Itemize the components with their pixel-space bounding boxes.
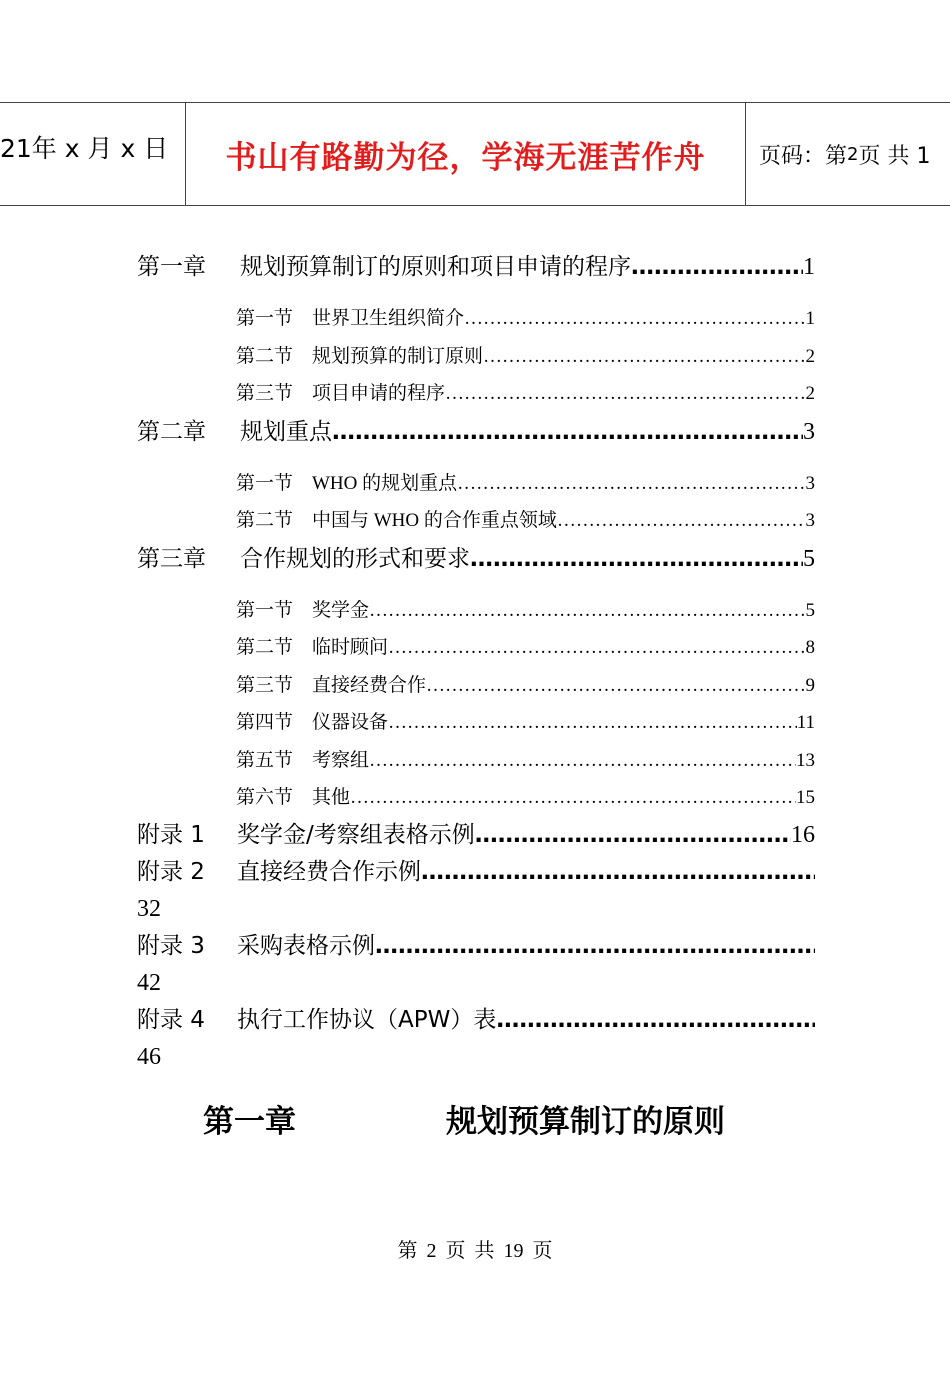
section-number: 第四节 [236, 712, 294, 733]
date-text: 21年 x 月 x 日 [0, 134, 169, 163]
page-number: 42 [137, 969, 161, 996]
page-number: 2 [805, 345, 815, 367]
appendix-number: 附录 4 [137, 1006, 205, 1033]
leader-dots [457, 465, 805, 503]
page-number: 15 [796, 787, 815, 808]
toc-chapter-1[interactable] [137, 248, 815, 286]
page-number: 32 [137, 895, 161, 922]
appendix-number: 附录 2 [137, 858, 205, 885]
leader-dots [332, 413, 803, 451]
section-number: 第三节 [236, 674, 294, 696]
chapter-title: 规划预算制订的原则和项目申请的程序 [240, 254, 631, 280]
section-number: 第三节 [236, 383, 294, 404]
leader-dots [388, 629, 805, 667]
section-title: 临时顾问 [312, 637, 389, 658]
appendix-title: 采购表格示例 [237, 932, 375, 959]
page-number: 16 [791, 821, 815, 848]
toc-section[interactable] [137, 338, 815, 376]
chapter-number: 第三章 [137, 545, 206, 572]
page-number: 3 [805, 510, 815, 531]
header-date [0, 103, 185, 205]
page-number: 3 [803, 418, 815, 445]
table-of-contents [137, 248, 815, 1076]
leader-dots [496, 1002, 815, 1039]
leader-dots [483, 338, 805, 376]
leader-dots [470, 540, 803, 578]
toc-section[interactable] [137, 465, 815, 503]
section-number: 第二节 [236, 510, 294, 531]
section-title: 考察组 [312, 749, 370, 771]
leader-dots [369, 742, 796, 780]
toc-section[interactable] [137, 667, 815, 705]
leader-dots [464, 300, 805, 338]
section-title: 其他 [312, 787, 351, 808]
page-number: 2 [805, 383, 815, 404]
page-number: 1 [805, 308, 815, 329]
appendix-number: 附录 3 [137, 932, 205, 959]
toc-chapter-3[interactable] [137, 540, 815, 578]
section-title: 项目申请的程序 [312, 383, 446, 404]
page-number: 46 [137, 1043, 161, 1070]
leader-dots [475, 817, 791, 854]
chapter-number: 第二章 [137, 418, 206, 445]
motto: 书山有路勤为径，学海无涯苦作舟 [225, 139, 706, 176]
toc-section[interactable] [137, 704, 815, 742]
section-title: 奖学金 [312, 599, 370, 621]
page-number: 8 [805, 637, 815, 658]
section-title: 仪器设备 [312, 712, 389, 733]
header-motto-cell [185, 103, 746, 205]
page-number: 13 [796, 749, 815, 771]
section-number: 第一节 [236, 599, 294, 621]
toc-appendix-4[interactable] [137, 1002, 815, 1076]
heading-title: 规划预算制订的原则 [446, 1104, 725, 1140]
toc-section[interactable] [137, 629, 815, 667]
section-title: WHO 的规划重点 [312, 472, 458, 494]
section-title: 规划预算的制订原则 [312, 345, 484, 367]
section-title: 直接经费合作 [312, 674, 427, 696]
page-footer: 第 2 页 共 19 页 [397, 1240, 553, 1262]
leader-dots [421, 854, 815, 891]
toc-appendix-2[interactable] [137, 854, 815, 928]
page-suffix: 页 共 1 [858, 143, 931, 169]
toc-section[interactable] [137, 300, 815, 338]
section-title: 中国与 WHO 的合作重点领域 [312, 510, 557, 531]
chapter-number: 第一章 [137, 254, 206, 280]
toc-section[interactable] [137, 779, 815, 817]
leader-dots [426, 667, 805, 705]
chapter-title: 合作规划的形式和要求 [240, 545, 470, 572]
leader-dots [369, 592, 805, 630]
section-number: 第一节 [236, 308, 294, 329]
toc-appendix-3[interactable] [137, 928, 815, 1002]
toc-appendix-1[interactable] [137, 817, 815, 854]
page-number: 11 [796, 712, 815, 733]
page-label: 页码：第 [759, 143, 848, 169]
appendix-title: 奖学金/考察组表格示例 [237, 821, 475, 848]
toc-section[interactable] [137, 592, 815, 630]
page-number: 3 [805, 472, 815, 494]
toc-section[interactable] [137, 375, 815, 413]
section-title: 世界卫生组织简介 [312, 308, 465, 329]
page-header [0, 102, 950, 206]
page-number: 5 [803, 545, 815, 572]
leader-dots [388, 704, 797, 742]
heading-number: 第一章 [203, 1104, 296, 1140]
page-number: 1 [803, 254, 815, 280]
leader-dots [375, 928, 815, 965]
leader-dots [445, 375, 805, 413]
toc-chapter-2[interactable] [137, 413, 815, 451]
header-page-cell [745, 103, 950, 205]
chapter-title: 规划重点 [240, 418, 332, 445]
appendix-title: 执行工作协议（APW）表 [237, 1006, 497, 1033]
toc-section[interactable] [137, 502, 815, 540]
section-number: 第一节 [236, 472, 294, 494]
appendix-number: 附录 1 [137, 821, 205, 848]
toc-section[interactable] [137, 742, 815, 780]
appendix-title: 直接经费合作示例 [237, 858, 421, 885]
leader-dots [631, 248, 803, 286]
section-number: 第五节 [236, 749, 294, 771]
page-number: 5 [805, 599, 815, 621]
section-number: 第二节 [236, 345, 294, 367]
leader-dots [350, 779, 796, 817]
section-number: 第二节 [236, 637, 294, 658]
leader-dots [557, 502, 806, 540]
page-num: 2 [847, 143, 859, 165]
section-number: 第六节 [236, 787, 294, 808]
page-number: 9 [805, 674, 815, 696]
